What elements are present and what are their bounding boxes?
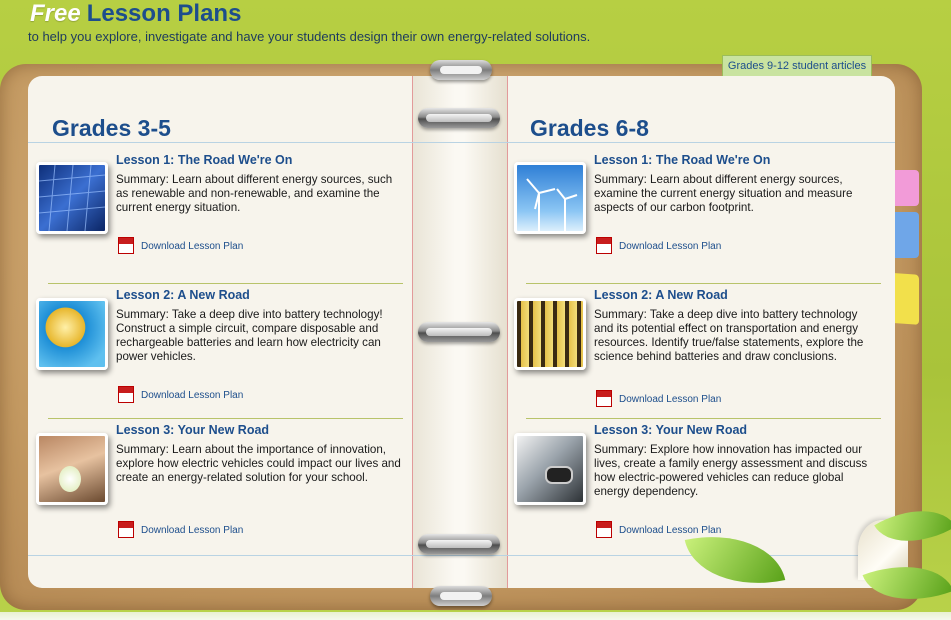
- lesson-summary: Summary: Learn about different energy sources, examine the current energy situation and measure aspects of our carbon footprint.: [594, 173, 853, 214]
- pdf-icon[interactable]: [596, 390, 612, 407]
- page-subtitle: to help you explore, investigate and have your students design their own energy-related solutions.: [28, 29, 591, 44]
- lesson-summary: Summary: Explore how innovation has impacted our lives, create a family energy assessment and discuss how electric-powered vehicles can reduce global energy dependency.: [594, 443, 868, 498]
- lesson-title[interactable]: Lesson 1: The Road We're On: [116, 153, 293, 167]
- batteries-image: [514, 298, 586, 370]
- solar-grid-graphic: [39, 165, 105, 231]
- tab-grades-9-12-articles[interactable]: Grades 9-12 student articles: [722, 55, 872, 78]
- solar-panel-image: [36, 162, 108, 234]
- binder-ring: [418, 108, 500, 128]
- electric-car-plug-image: [514, 433, 586, 505]
- lesson-title[interactable]: Lesson 2: A New Road: [116, 288, 250, 302]
- plug-graphic: [545, 466, 573, 484]
- binder-ring: [418, 322, 500, 342]
- lesson-summary: Summary: Learn about different energy sources, such as renewable and non-renewable, and examine the current energy situation.: [116, 173, 393, 214]
- side-tab-yellow[interactable]: [895, 273, 919, 325]
- grade-heading-3-5: Grades 3-5: [52, 115, 171, 141]
- binder-ring: [418, 534, 500, 554]
- margin-line-left: [412, 76, 413, 588]
- grade-heading-6-8: Grades 6-8: [530, 115, 649, 141]
- pdf-icon[interactable]: [118, 237, 134, 254]
- binder-clip-bottom: [430, 586, 492, 606]
- pdf-icon[interactable]: [118, 521, 134, 538]
- lesson-summary: Summary: Take a deep dive into battery technology and its potential effect on transportation and energy resources. Identify true/false statements, explore the science behind batteries and draw conclusions.: [594, 308, 864, 363]
- margin-line-right: [507, 76, 508, 588]
- download-link[interactable]: Download Lesson Plan: [141, 241, 244, 252]
- battery-image: [36, 298, 108, 370]
- download-link[interactable]: Download Lesson Plan: [141, 525, 244, 536]
- title-main: Lesson Plans: [86, 0, 242, 27]
- download-link[interactable]: Download Lesson Plan: [141, 390, 244, 401]
- lesson-title[interactable]: Lesson 3: Your New Road: [116, 423, 270, 437]
- lesson-divider: [48, 283, 403, 284]
- pdf-icon[interactable]: [118, 386, 134, 403]
- turbine-graphic: [517, 165, 583, 231]
- title-free: Free: [30, 0, 81, 27]
- download-link[interactable]: Download Lesson Plan: [619, 394, 722, 405]
- ruled-line: [28, 142, 895, 143]
- side-tab-pink[interactable]: [895, 170, 919, 206]
- lesson-title[interactable]: Lesson 2: A New Road: [594, 288, 728, 302]
- pdf-icon[interactable]: [596, 521, 612, 538]
- lesson-summary: Summary: Take a deep dive into battery technology! Construct a simple circuit, compare disposable and rechargeable batteries and learn how electricity can power vehicles.: [116, 308, 383, 363]
- lesson-divider: [526, 283, 881, 284]
- lesson-summary: Summary: Learn about the importance of innovation, explore how electric vehicles could impact our lives and create an energy-related solution for your school.: [116, 443, 401, 484]
- child-with-bulb-image: [36, 433, 108, 505]
- lesson-divider: [48, 418, 403, 419]
- side-tab-blue[interactable]: [895, 212, 919, 258]
- download-link[interactable]: Download Lesson Plan: [619, 241, 722, 252]
- page-title: [30, 0, 241, 28]
- pdf-icon[interactable]: [596, 237, 612, 254]
- lesson-divider: [526, 418, 881, 419]
- lesson-title[interactable]: Lesson 3: Your New Road: [594, 423, 748, 437]
- binder-clip-top: [430, 60, 492, 80]
- bottom-strip: [0, 612, 951, 620]
- download-link[interactable]: Download Lesson Plan: [619, 525, 722, 536]
- lesson-title[interactable]: Lesson 1: The Road We're On: [594, 153, 771, 167]
- wind-turbine-image: [514, 162, 586, 234]
- bulb-graphic: [59, 466, 81, 492]
